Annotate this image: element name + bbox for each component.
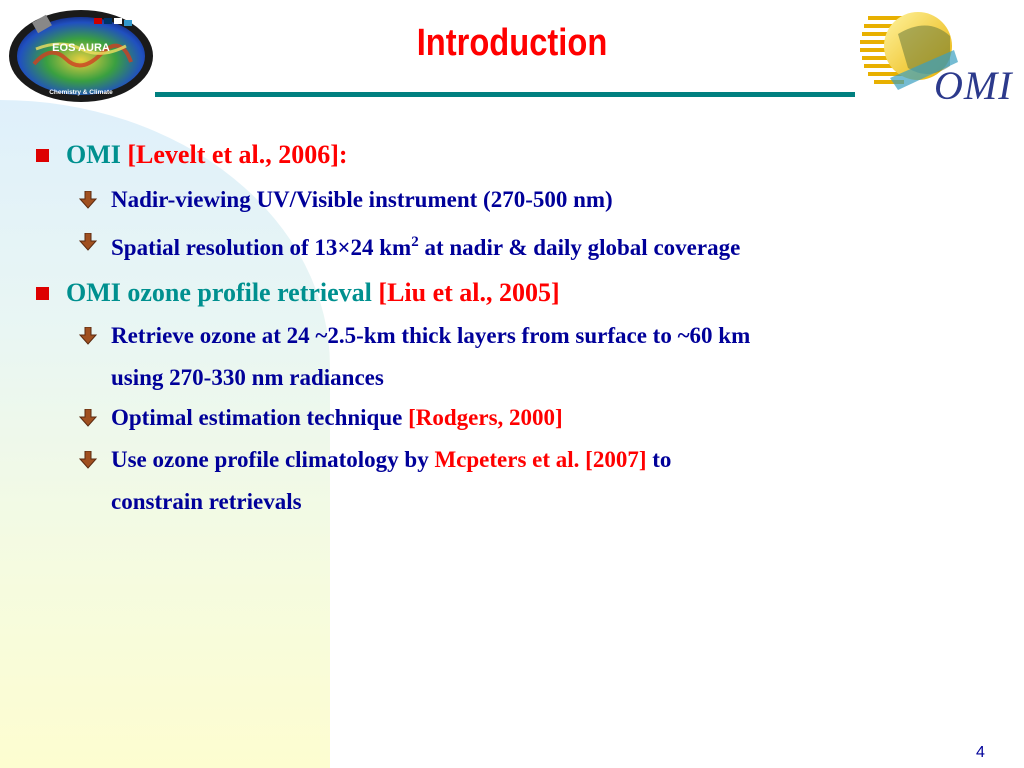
arrow-bullet-icon [79, 191, 97, 209]
sub-bullet-nadir [111, 179, 613, 221]
sub-bullet-climatology [111, 439, 671, 523]
sub-bullet-optimal-text: Optimal estimation technique [111, 405, 409, 430]
sub-bullet-climatology-tail: to [646, 447, 672, 472]
sub-bullet-retrieve-line1: Retrieve ozone at 24 ~2.5-km thick layers from surface to ~60 km [111, 323, 751, 348]
bullet-ozone-ref: [Liu et al., 2005] [378, 278, 560, 307]
sub-bullet-optimal-ref: [Rodgers, 2000] [408, 405, 563, 430]
sub-bullet-nadir-text: Nadir-viewing UV/Visible instrument (270-500 nm) [111, 187, 613, 212]
arrow-bullet-icon [79, 409, 97, 427]
sub-bullet-spatial-tail: at nadir & daily global coverage [418, 235, 741, 260]
arrow-bullet-icon [79, 451, 97, 469]
sub-bullet-retrieve [111, 315, 750, 399]
superscript: 2 [411, 234, 419, 250]
bullet-omi-label: OMI [66, 140, 121, 169]
square-bullet-icon [36, 149, 49, 162]
page-number: 4 [976, 744, 985, 761]
square-bullet-icon [36, 287, 49, 300]
bullet-omi [66, 140, 348, 170]
arrow-bullet-icon [79, 233, 97, 251]
slide-title: Introduction [416, 22, 608, 64]
bullet-omi-ref: [Levelt et al., 2006]: [127, 140, 348, 169]
bullet-ozone-label: OMI ozone profile retrieval [66, 278, 372, 307]
bullet-ozone-profile [66, 278, 560, 308]
aura-logo-subtext: Chemistry & Climate [49, 89, 113, 96]
sub-bullet-spatial [111, 221, 740, 269]
sub-bullet-retrieve-line2: using 270-330 nm radiances [111, 365, 384, 390]
aura-logo-text: EOS AURA [52, 42, 110, 54]
sub-bullet-climatology-ref: Mcpeters et al. [2007] [434, 447, 647, 472]
omi-logo-text: OMI [934, 63, 1013, 108]
sub-bullet-climatology-line2: constrain retrievals [111, 489, 302, 514]
sub-bullet-optimal [111, 397, 563, 439]
sub-bullet-climatology-text: Use ozone profile climatology by [111, 447, 435, 472]
sub-bullet-spatial-text: Spatial resolution of 13×24 km [111, 235, 412, 260]
arrow-bullet-icon [79, 327, 97, 345]
